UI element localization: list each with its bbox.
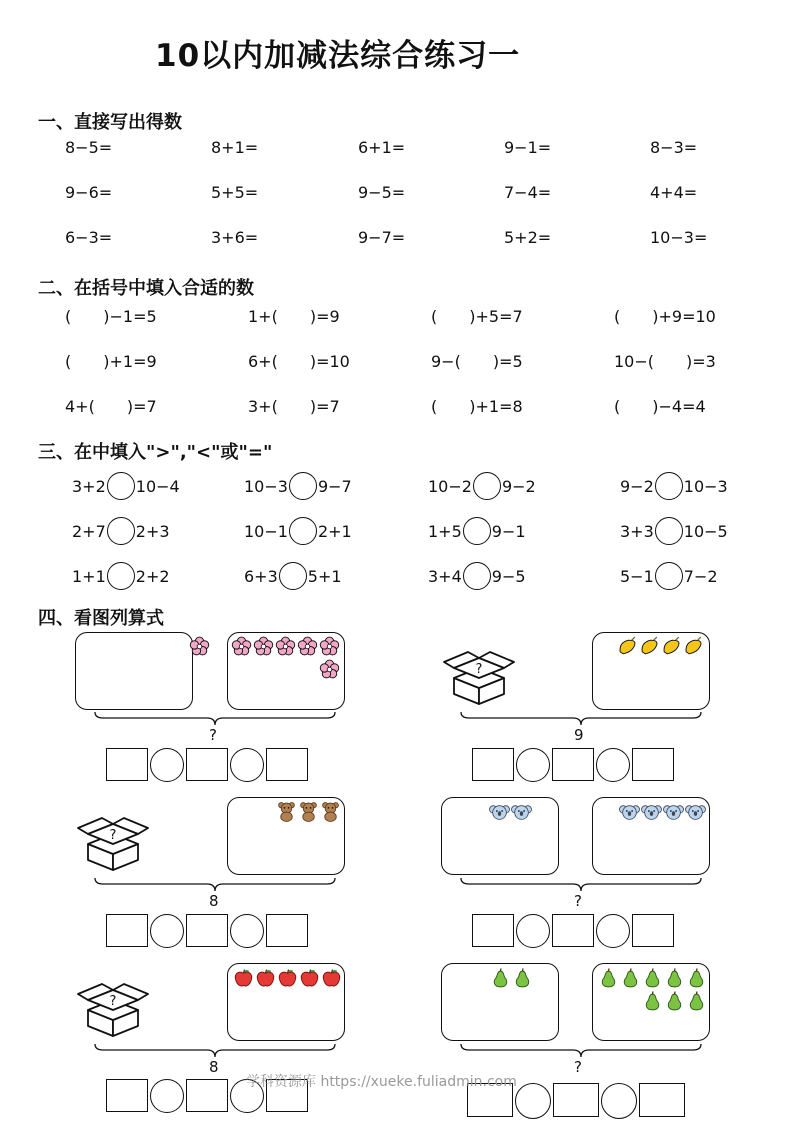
mystery-box-icon	[442, 640, 516, 710]
total-label: ?	[574, 892, 582, 910]
comparison-item	[72, 517, 170, 545]
comparison-item	[244, 472, 352, 500]
answer-number-box[interactable]	[106, 748, 148, 781]
left-expression: 1+1	[72, 566, 106, 586]
equation: 6−3=	[65, 228, 113, 247]
right-expression: 9−1	[491, 521, 526, 541]
left-expression: 3+3	[620, 521, 654, 541]
flower-icon	[189, 636, 210, 657]
comparison-circle[interactable]	[107, 562, 135, 590]
apple-icon-group	[233, 968, 343, 989]
equation: 7−4=	[504, 183, 552, 202]
koala-icon	[619, 801, 640, 822]
koala-icon-group	[445, 801, 533, 822]
comparison-item	[244, 562, 342, 590]
fill-blank-equation: 4+( )=7	[65, 397, 157, 416]
comparison-circle[interactable]	[655, 562, 683, 590]
fill-blank-equation: 10−( )=3	[614, 352, 716, 371]
page-title: 10以内加减法综合练习一	[155, 38, 521, 74]
answer-operator-circle[interactable]	[596, 914, 630, 948]
comparison-item	[620, 562, 718, 590]
teddy-bear-icon-group	[276, 801, 342, 822]
brace	[95, 712, 335, 726]
total-label: 8	[209, 1058, 219, 1076]
equation: 9−7=	[358, 228, 406, 247]
answer-number-box[interactable]	[266, 914, 308, 947]
section-3-heading: 三、在中填入">","<"或"="	[38, 442, 273, 463]
brace	[461, 712, 701, 726]
equation: 6+1=	[358, 138, 406, 157]
pear-icon	[686, 991, 707, 1012]
answer-operator-circle[interactable]	[230, 914, 264, 948]
picture-panel	[441, 963, 559, 1041]
answer-number-box[interactable]	[552, 914, 594, 947]
watermark: 学科资源库 https://xueke.fuliadmin.com	[246, 1074, 517, 1090]
picture-panel	[592, 632, 710, 710]
apple-icon	[299, 968, 320, 989]
pear-icon	[490, 968, 511, 989]
mystery-box-icon	[76, 972, 150, 1042]
teddy-bear-icon	[298, 801, 319, 822]
section-1-heading: 一、直接写出得数	[38, 112, 182, 133]
right-expression: 5+1	[307, 566, 342, 586]
pear-icon	[664, 968, 685, 989]
equation: 5+5=	[211, 183, 259, 202]
apple-icon	[321, 968, 342, 989]
left-expression: 1+5	[428, 521, 462, 541]
left-expression: 5−1	[620, 566, 654, 586]
apple-icon	[277, 968, 298, 989]
left-expression: 3+2	[72, 476, 106, 496]
comparison-item	[72, 562, 170, 590]
right-expression: 9−2	[501, 476, 536, 496]
comparison-circle[interactable]	[473, 472, 501, 500]
comparison-circle[interactable]	[655, 517, 683, 545]
section-4-heading: 四、看图列算式	[38, 608, 164, 629]
brace	[95, 1044, 335, 1058]
mango-icon	[639, 636, 660, 657]
answer-number-box[interactable]	[553, 1083, 599, 1117]
pear-icon	[642, 991, 663, 1012]
koala-icon	[489, 801, 510, 822]
left-expression: 10−1	[244, 521, 288, 541]
pear-icon	[642, 968, 663, 989]
fill-blank-equation: 9−( )=5	[431, 352, 523, 371]
comparison-circle[interactable]	[655, 472, 683, 500]
comparison-circle[interactable]	[289, 472, 317, 500]
pear-icon-group	[446, 968, 534, 989]
comparison-circle[interactable]	[107, 472, 135, 500]
right-expression: 10−3	[683, 476, 728, 496]
answer-number-box[interactable]	[106, 914, 148, 947]
mango-icon	[683, 636, 704, 657]
comparison-item	[244, 517, 352, 545]
picture-panel	[227, 797, 345, 875]
apple-icon	[233, 968, 254, 989]
brace	[461, 878, 701, 892]
fill-blank-equation: ( )+1=8	[431, 397, 523, 416]
svg-text:?: ?	[109, 828, 117, 843]
mango-icon	[661, 636, 682, 657]
left-expression: 9−2	[620, 476, 654, 496]
answer-operator-circle[interactable]	[515, 1083, 551, 1119]
answer-operator-circle[interactable]	[516, 914, 550, 948]
picture-panel	[592, 797, 710, 875]
section-2-heading: 二、在括号中填入合适的数	[38, 278, 254, 299]
equation: 9−6=	[65, 183, 113, 202]
answer-number-box[interactable]	[472, 748, 514, 781]
comparison-item	[620, 472, 728, 500]
comparison-item	[620, 517, 728, 545]
mango-icon-group	[617, 636, 705, 657]
fill-blank-equation: ( )+1=9	[65, 352, 157, 371]
left-expression: 2+7	[72, 521, 106, 541]
svg-text:?: ?	[475, 662, 483, 677]
brace	[95, 878, 335, 892]
answer-operator-circle[interactable]	[516, 748, 550, 782]
flower-icon-group	[231, 636, 341, 680]
comparison-item	[428, 562, 526, 590]
answer-number-box[interactable]	[186, 748, 228, 781]
right-expression: 10−4	[135, 476, 180, 496]
right-expression: 9−7	[317, 476, 352, 496]
left-expression: 10−3	[244, 476, 288, 496]
comparison-item	[72, 472, 180, 500]
comparison-circle[interactable]	[279, 562, 307, 590]
answer-operator-circle[interactable]	[596, 748, 630, 782]
equation: 8−3=	[650, 138, 698, 157]
koala-icon	[685, 801, 706, 822]
equation: 8−5=	[65, 138, 113, 157]
equation: 3+6=	[211, 228, 259, 247]
picture-panel	[227, 963, 345, 1041]
picture-panel	[441, 797, 559, 875]
fill-blank-equation: ( )−1=5	[65, 307, 157, 326]
koala-icon	[641, 801, 662, 822]
pear-icon	[620, 968, 641, 989]
right-expression: 2+2	[135, 566, 170, 586]
pear-icon	[664, 991, 685, 1012]
comparison-circle[interactable]	[107, 517, 135, 545]
total-label: ?	[209, 726, 217, 744]
comparison-circle[interactable]	[289, 517, 317, 545]
comparison-item	[428, 472, 536, 500]
fill-blank-equation: ( )+9=10	[614, 307, 716, 326]
koala-icon	[511, 801, 532, 822]
flower-icon	[319, 636, 340, 657]
flower-icon	[275, 636, 296, 657]
total-label: 9	[574, 726, 584, 744]
teddy-bear-icon	[276, 801, 297, 822]
right-expression: 2+3	[135, 521, 170, 541]
fill-blank-equation: 3+( )=7	[248, 397, 340, 416]
right-expression: 9−5	[491, 566, 526, 586]
answer-number-box[interactable]	[186, 1079, 228, 1112]
answer-number-box[interactable]	[632, 748, 674, 781]
answer-operator-circle[interactable]	[150, 748, 184, 782]
right-expression: 2+1	[317, 521, 352, 541]
koala-icon-group	[619, 801, 707, 822]
left-expression: 10−2	[428, 476, 472, 496]
flower-icon	[231, 636, 252, 657]
fill-blank-equation: 6+( )=10	[248, 352, 350, 371]
flower-icon-group	[79, 636, 211, 657]
fill-blank-equation: 1+( )=9	[248, 307, 340, 326]
total-label: ?	[574, 1058, 582, 1076]
answer-operator-circle[interactable]	[230, 748, 264, 782]
right-expression: 10−5	[683, 521, 728, 541]
flower-icon	[253, 636, 274, 657]
pear-icon	[686, 968, 707, 989]
total-label: 8	[209, 892, 219, 910]
answer-number-box[interactable]	[552, 748, 594, 781]
equation: 9−1=	[504, 138, 552, 157]
pear-icon	[512, 968, 533, 989]
fill-blank-equation: ( )−4=4	[614, 397, 706, 416]
equation: 5+2=	[504, 228, 552, 247]
equation: 10−3=	[650, 228, 708, 247]
equation: 9−5=	[358, 183, 406, 202]
picture-panel	[592, 963, 710, 1041]
answer-number-box[interactable]	[106, 1079, 148, 1112]
picture-panel	[227, 632, 345, 710]
answer-number-box[interactable]	[266, 748, 308, 781]
brace	[461, 1044, 701, 1058]
teddy-bear-icon	[320, 801, 341, 822]
koala-icon	[663, 801, 684, 822]
equation: 4+4=	[650, 183, 698, 202]
answer-operator-circle[interactable]	[601, 1083, 637, 1119]
flower-icon	[297, 636, 318, 657]
comparison-circle[interactable]	[463, 562, 491, 590]
left-expression: 6+3	[244, 566, 278, 586]
comparison-circle[interactable]	[463, 517, 491, 545]
apple-icon	[255, 968, 276, 989]
equation: 8+1=	[211, 138, 259, 157]
answer-number-box[interactable]	[639, 1083, 685, 1117]
pear-icon	[598, 968, 619, 989]
svg-text:?: ?	[109, 994, 117, 1009]
right-expression: 7−2	[683, 566, 718, 586]
answer-number-box[interactable]	[186, 914, 228, 947]
mango-icon	[617, 636, 638, 657]
answer-number-box[interactable]	[632, 914, 674, 947]
picture-panel	[75, 632, 193, 710]
comparison-item	[428, 517, 526, 545]
left-expression: 3+4	[428, 566, 462, 586]
mystery-box-icon	[76, 806, 150, 876]
answer-number-box[interactable]	[472, 914, 514, 947]
answer-operator-circle[interactable]	[150, 1079, 184, 1113]
pear-icon-group	[598, 968, 708, 1012]
flower-icon	[319, 659, 340, 680]
answer-operator-circle[interactable]	[150, 914, 184, 948]
fill-blank-equation: ( )+5=7	[431, 307, 523, 326]
